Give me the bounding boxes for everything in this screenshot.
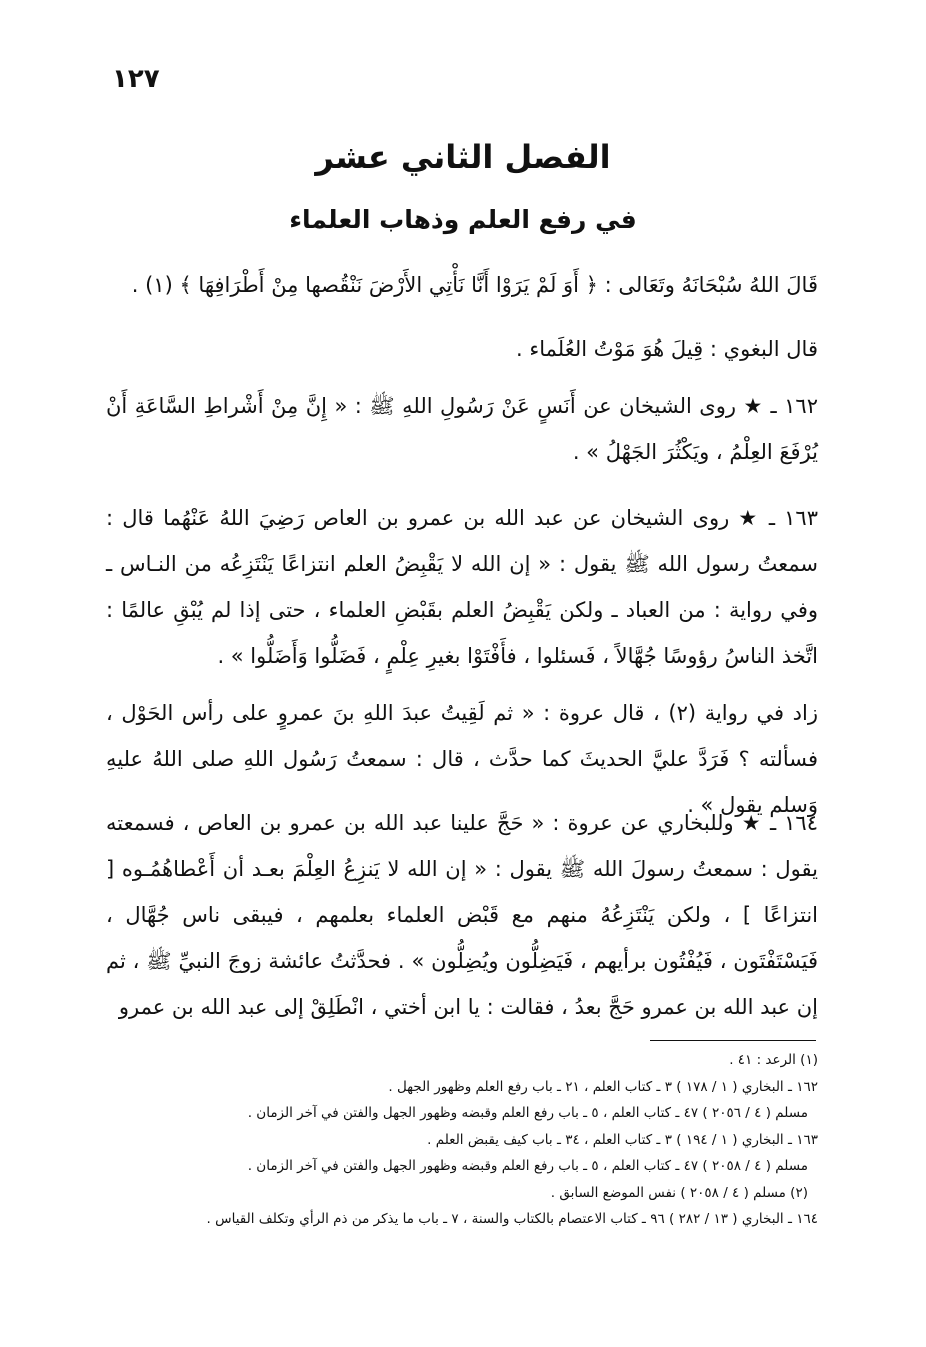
footnote-163-bukhari: ١٦٣ ـ البخاري ( ١ / ١٩٤ ) ٣ ـ كتاب العلم ، ٣٤ ـ باب كيف يقبض العلم .	[427, 1131, 818, 1148]
chapter-title: الفصل الثاني عشر	[315, 138, 611, 176]
hadith-163-paragraph: ١٦٣ ـ ★ روى الشيخان عن عبد الله بن عمرو بن العاص رَضِيَ اللهُ عَنْهُما قال : سمعتُ رسول الله ﷺ يقول : « إن الله لا يَقْبِضُ العلم انتزاعًا يَنْتَزِعُه من النـاس ـ وفي رواية : من العباد ـ ولكن يَقْبِضُ العلم بقَبْضِ العلماء ، حتى إذا لم يُبْقِ عالمًا : اتَّخذ الناسُ رؤوسًا جُهَّالاً ، فَسئلوا ، فأَفْتَوْا بغيرِ عِلْمٍ ، فَضَلُّوا وَأَضَلُّوا » .	[106, 506, 818, 668]
footnote-2: (٢) مسلم ( ٤ / ٢٠٥٨ ) نفس الموضع السابق .	[550, 1184, 808, 1201]
baghawi-commentary-paragraph: قال البغوي : قِيلَ هُوَ مَوْتُ العُلَماء .	[516, 337, 818, 361]
footnotes-section	[106, 1047, 818, 1233]
footnote-164-bukhari: ١٦٤ ـ البخاري ( ١٣ / ٢٨٢ ) ٩٦ ـ كتاب الاعتصام بالكتاب والسنة ، ٧ ـ باب ما يذكر من ذم الرأي وتكلف القياس .	[206, 1211, 818, 1227]
footnote-162-muslim: مسلم ( ٤ / ٢٠٥٦ ) ٤٧ ـ كتاب العلم ، ٥ ـ باب رفع العلم وقبضه وظهور الجهل والفتن في آخر الزمان .	[247, 1105, 808, 1121]
page-number: ١٢٧	[112, 64, 160, 94]
urwa-addition-paragraph: زاد في رواية (٢) ، قال عروة : « ثم لَقِيتُ عبدَ اللهِ بنَ عمروٍ على رأس الحَوْل ، فسألته ؟ فَرَدَّ عليَّ الحديثَ كما حدَّث ، قال : سمعتُ رَسُول اللهِ صلى اللهُ عليهِ وَسلم يقول » .	[106, 701, 818, 817]
hadith-164-paragraph: ١٦٤ ـ ★ وللبخاري عن عروة : « حَجَّ علينا عبد الله بن عمرو بن العاص ، فسمعته يقول : سمعتُ رسولَ الله ﷺ يقول : « إن الله لا يَنزِعُ العِلْمَ بعـد أن أَعْطاهُمُـوه [ انتزاعًا ] ، ولكن يَنْتَزِعُهُ منهم مع قَبْض العلماء بعلمهم ، فيبقى ناس جُهَّال ، فَيَسْتَفْتَون ، فَيُفْتُون برأيهم ، فَيَضِلُّون ويُضِلُّون » . فحدَّثتُ عائشة زوجَ النبيِّ ﷺ ، ثم إن عبد الله بن عمرو حَجَّ بعدُ ، فقالت : يا ابن أختي ، انْطَلِقْ إلى عبد الله بن عمرو	[106, 811, 818, 1019]
quran-verse-paragraph: قَالَ اللهُ سُبْحَانَهُ وتَعَالى : ﴿ أَوَ لَمْ يَرَوْا أَنَّا نَأْتِي الأَرْضَ نَنْقُصها مِنْ أَطْرَافِهَا ﴾ (١) .	[131, 273, 818, 297]
chapter-subtitle: في رفع العلم وذهاب العلماء	[289, 205, 637, 234]
footnote-1: (١) الرعد : ٤١ .	[729, 1052, 818, 1068]
footnote-163-muslim: مسلم ( ٤ / ٢٠٥٨ ) ٤٧ ـ كتاب العلم ، ٥ ـ باب رفع العلم وقبضه وظهور الجهل والفتن في آخر الزمان .	[247, 1158, 808, 1174]
hadith-162-paragraph: ١٦٢ ـ ★ روى الشيخان عن أَنَسٍ عَنْ رَسُولِ اللهِ ﷺ : « إِنَّ مِنْ أَشْراطِ السَّاعَةِ أَنْ يُرْفَعَ العِلْمُ ، ويَكْثُرَ الجَهْلُ » .	[106, 394, 818, 464]
footnote-162-bukhari: ١٦٢ ـ البخاري ( ١ / ١٧٨ ) ٣ ـ كتاب العلم ، ٢١ ـ باب رفع العلم وظهور الجهل .	[388, 1078, 818, 1095]
footnote-divider	[650, 1040, 816, 1041]
